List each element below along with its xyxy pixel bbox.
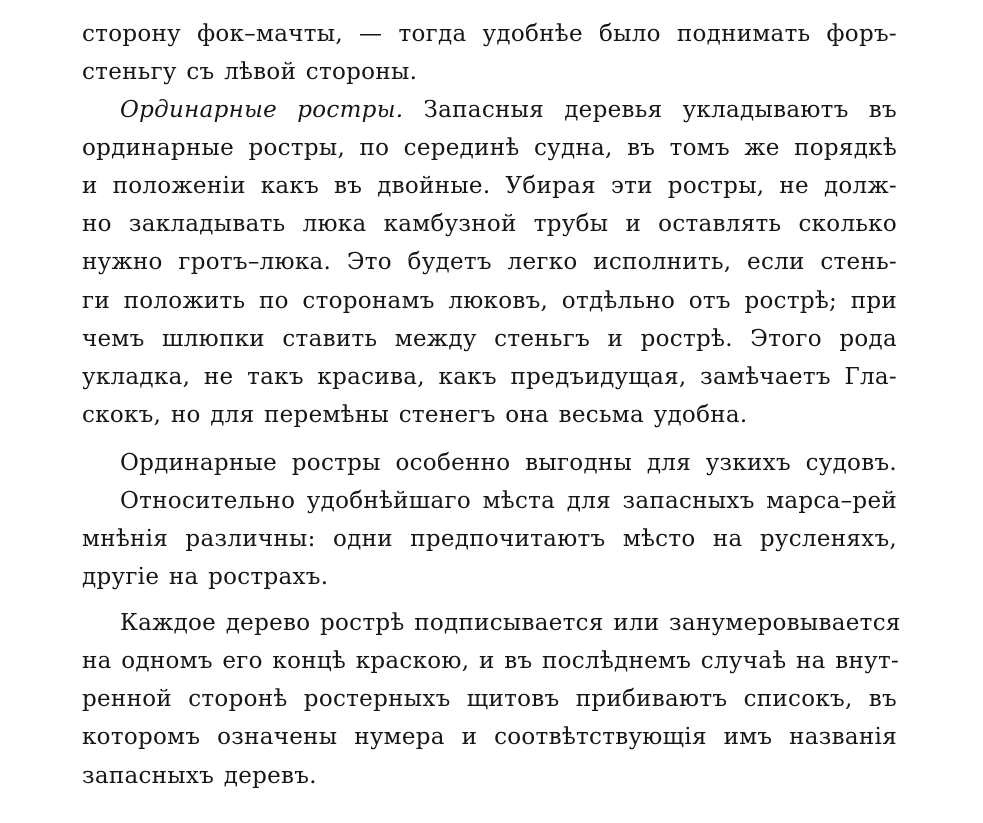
paragraph-5-line-2: на одномъ его концѣ краскою, и въ послѣднемъ случаѣ на внут- xyxy=(82,648,900,674)
paragraph-2-line-7: чемъ шлюпки ставить между стеньгъ и рострѣ. Этого рода xyxy=(82,326,897,352)
scanned-book-page xyxy=(82,0,901,823)
paragraph-2-heading: Ординарные ростры. xyxy=(120,97,404,123)
paragraph-5-line-3: ренной сторонѣ ростерныхъ щитовъ прибиваютъ списокъ, въ xyxy=(82,686,897,712)
paragraph-5-line-4: которомъ означены нумера и соотвѣтствующія имъ названія xyxy=(82,724,897,750)
paragraph-4-line-1: Относительно удобнѣйшаго мѣста для запасныхъ марса–рей xyxy=(120,488,897,514)
paragraph-1-line-2: стеньгу съ лѣвой стороны. xyxy=(82,59,418,85)
paragraph-2-line-8: укладка, не такъ красива, какъ предъидущая, замѣчаетъ Гла- xyxy=(82,364,897,390)
paragraph-2-line-6: ги положить по сторонамъ люковъ, отдѣльно отъ рострѣ; при xyxy=(82,288,897,314)
paragraph-4-line-2: мнѣнія различны: одни предпочитаютъ мѣсто на русленяхъ, xyxy=(82,526,897,552)
paragraph-2-line-9: скокъ, но для перемѣны стенегъ она весьма удобна. xyxy=(82,402,748,428)
paragraph-2-line-3: и положеніи какъ въ двойные. Убирая эти ростры, не долж- xyxy=(82,173,897,199)
paragraph-5-line-1: Каждое дерево рострѣ подписывается или занумеровывается xyxy=(120,610,901,636)
paragraph-2-line-2: ординарные ростры, по серединѣ судна, въ томъ же порядкѣ xyxy=(82,135,897,161)
paragraph-2-line-1-text: Запасныя деревья укладываютъ въ xyxy=(403,97,897,123)
paragraph-1-line-1: сторону фок–мачты, — тогда удобнѣе было поднимать форъ- xyxy=(82,21,897,47)
paragraph-2-line-5: нужно гротъ–люка. Это будетъ легко исполнить, если стень- xyxy=(82,249,897,275)
paragraph-5-line-5: запасныхъ деревъ. xyxy=(82,763,317,789)
paragraph-3-line-1: Ординарные ростры особенно выгодны для узкихъ судовъ. xyxy=(120,450,897,476)
paragraph-2-line-4: но закладывать люка камбузной трубы и оставлять сколько xyxy=(82,211,897,237)
paragraph-2-line-1 xyxy=(120,90,897,130)
paragraph-4-line-3: другіе на рострахъ. xyxy=(82,564,329,590)
